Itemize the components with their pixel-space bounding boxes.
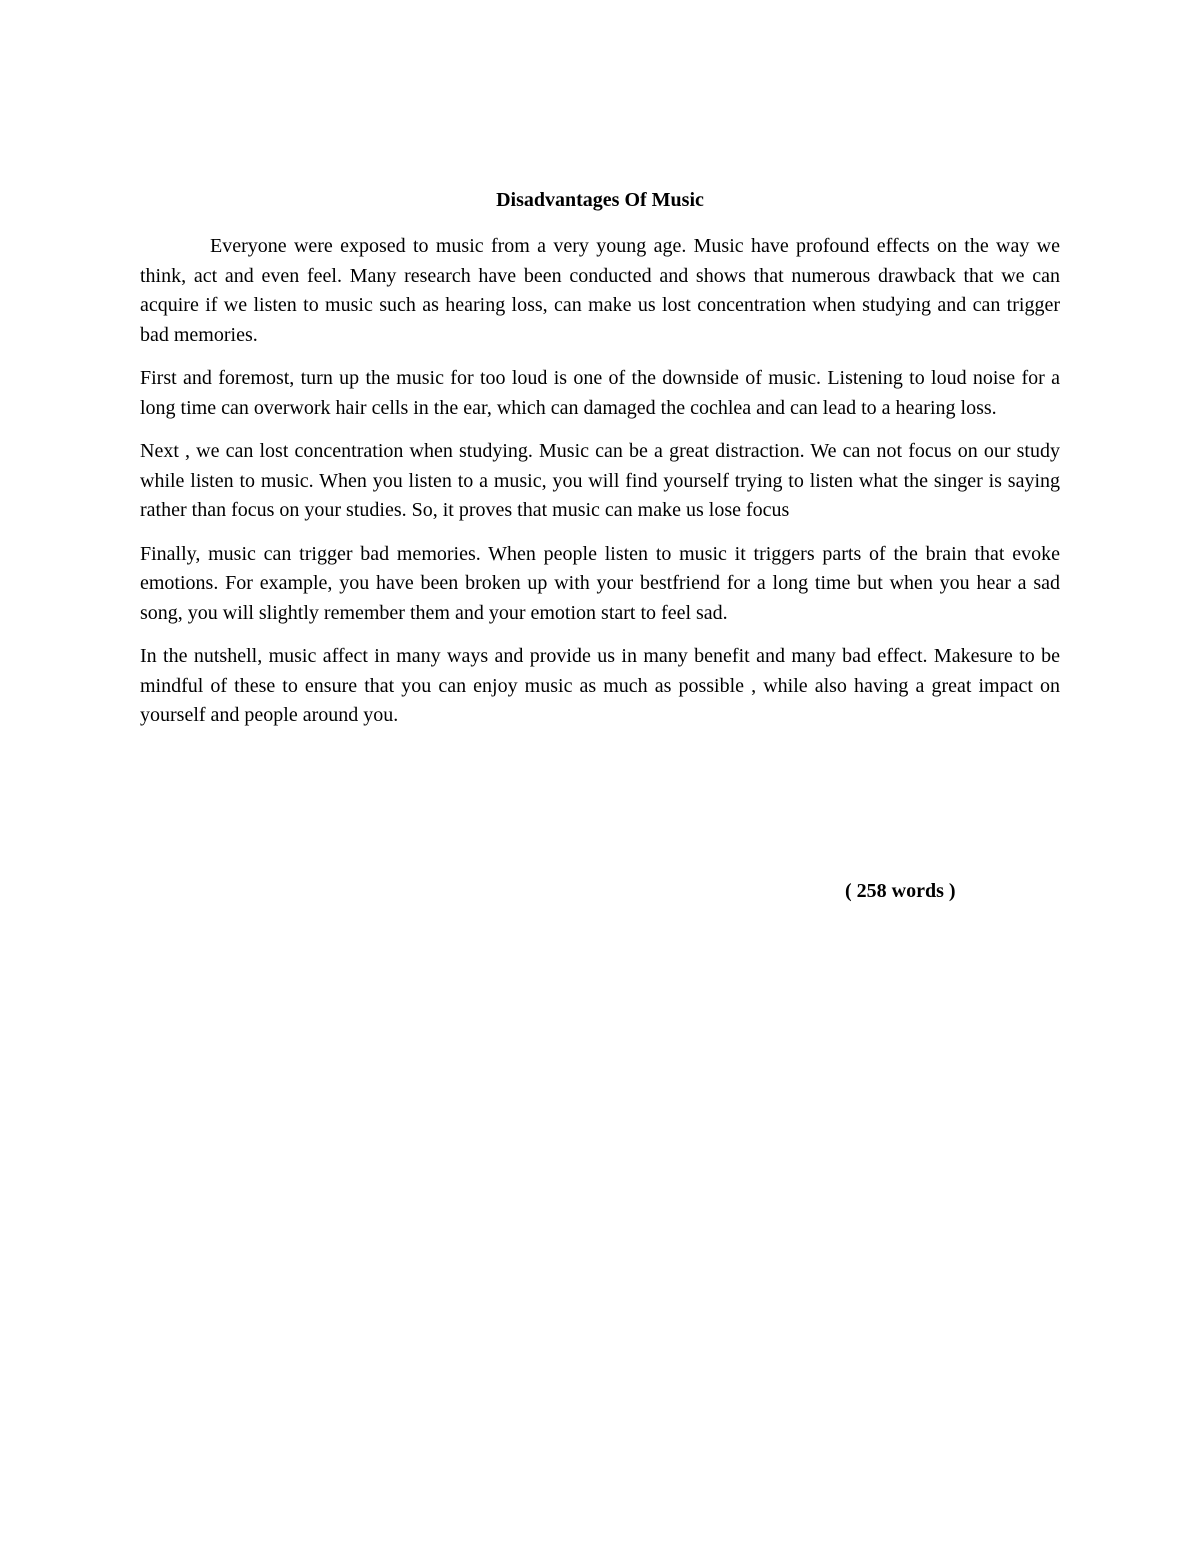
paragraph-introduction: Everyone were exposed to music from a very young age. Music have profound effects on the way we think, act and even feel. Many research have been conducted and shows that numerous drawback that we can acquire if we listen to music such as hearing loss, can make us lost concentration when studying and can trigger bad memories. — [140, 235, 1060, 346]
paragraph-hearing-loss: First and foremost, turn up the music for too loud is one of the downside of music. Listening to loud noise for a long time can overwork hair cells in the ear, which can damaged the cochlea and can lead to a hearing loss. — [140, 367, 1060, 419]
paragraph-concentration: Next , we can lost concentration when studying. Music can be a great distraction. We can not focus on our study while listen to music. When you listen to a music, you will find yourself trying to listen what the singer is saying rather than focus on your studies. So, it proves that music can make us lose focus — [140, 440, 1060, 521]
paragraph-bad-memories: Finally, music can trigger bad memories. When people listen to music it triggers parts of the brain that evoke emotions. For example, you have been broken up with your bestfriend for a long time but when you hear a sad song, you will slightly remember them and your emotion start to feel sad. — [140, 542, 1060, 624]
document-body — [140, 184, 1060, 745]
document-title: Disadvantages Of Music — [496, 189, 704, 211]
word-count: ( 258 words ) — [845, 880, 956, 902]
paragraph-conclusion: In the nutshell, music affect in many ways and provide us in many benefit and many bad effect. Makesure to be mindful of these to ensure that you can enjoy music as much as possible , while also having a great impact on yourself and people around you. — [140, 645, 1060, 726]
